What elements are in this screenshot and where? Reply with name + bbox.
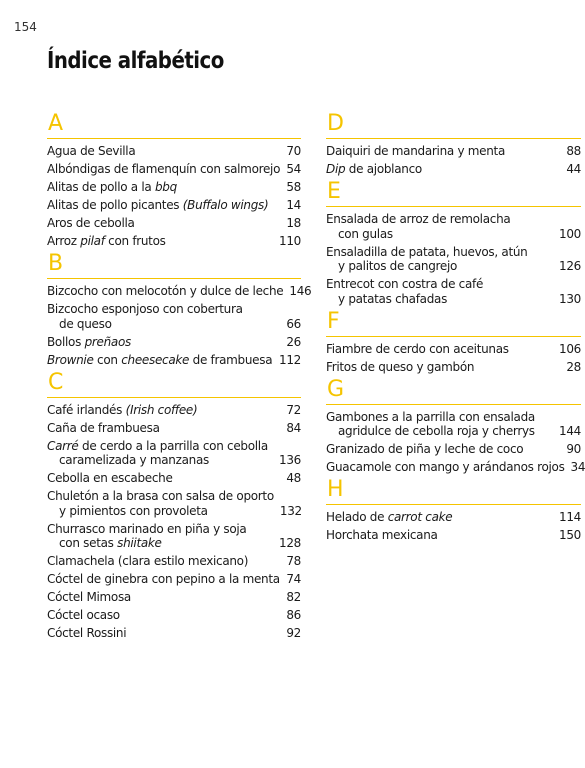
entry-title-italic: Brownie xyxy=(47,352,94,367)
entry-title-text: Granizado de piña y leche de coco xyxy=(326,442,524,456)
section-letter: G xyxy=(327,376,345,402)
entry-page-number: 78 xyxy=(286,554,301,568)
entry-title xyxy=(326,410,553,439)
entry-title-italic: Carré xyxy=(47,438,79,453)
index-entry xyxy=(326,360,581,375)
entry-title xyxy=(47,608,280,623)
entry-title-text: de queso xyxy=(59,316,112,331)
index-entry xyxy=(47,353,301,368)
entry-title-text: Entrecot con costra de café xyxy=(326,277,484,291)
entry-title-line xyxy=(47,590,280,605)
entry-title-line xyxy=(47,522,273,537)
entry-page-number: 14 xyxy=(286,198,301,212)
entry-title-line xyxy=(326,442,560,457)
entry-title-line xyxy=(47,536,273,551)
index-section-c xyxy=(47,371,301,641)
entry-title xyxy=(47,489,274,518)
entry-title-line xyxy=(326,277,553,292)
entry-title-text: Ensalada de arroz de remolacha xyxy=(326,212,511,226)
entry-title xyxy=(326,162,560,177)
index-entry xyxy=(326,212,581,241)
entry-title xyxy=(47,284,283,299)
entry-title-text: Cóctel Rossini xyxy=(47,626,127,640)
entry-title xyxy=(326,144,560,159)
entry-title-text: Bizcocho esponjoso con cobertura xyxy=(47,302,243,316)
entry-title-italic: cheesecake xyxy=(121,352,190,367)
index-entry xyxy=(47,471,301,486)
index-entry xyxy=(47,284,312,299)
entry-title-line xyxy=(47,335,280,350)
index-entry xyxy=(47,421,301,436)
entry-title-line xyxy=(47,453,273,468)
entry-title-text: Arroz xyxy=(47,234,81,248)
entry-title-text: Cóctel Mimosa xyxy=(47,590,131,604)
entry-title-line xyxy=(326,460,565,475)
entry-title-italic: carrot cake xyxy=(387,510,453,524)
entry-title-italic: (Irish coffee) xyxy=(125,402,198,417)
section-letter: H xyxy=(327,477,344,502)
entry-page-number: 136 xyxy=(278,453,301,467)
section-divider xyxy=(326,206,581,207)
entry-title xyxy=(326,277,553,306)
entry-page-number: 72 xyxy=(286,402,301,417)
entry-title-line xyxy=(326,162,560,177)
section-letter: C xyxy=(48,369,64,395)
entry-title-text: Clamachela (clara estilo mexicano) xyxy=(47,554,249,568)
entry-page-number: 28 xyxy=(566,359,581,374)
entry-page-number: 34 xyxy=(570,460,585,474)
entry-title xyxy=(326,442,560,457)
entry-page-number: 128 xyxy=(278,536,301,550)
entry-page-number: 100 xyxy=(558,226,581,241)
index-section-f xyxy=(326,310,581,375)
index-entry xyxy=(326,144,581,159)
entry-title-line xyxy=(47,317,280,332)
entry-title xyxy=(47,522,273,551)
entry-title-italic: (Buffalo wings) xyxy=(182,198,269,212)
index-entry xyxy=(47,403,301,418)
entry-title xyxy=(326,460,565,475)
section-divider xyxy=(326,138,581,139)
entry-title-italic: shiitake xyxy=(117,536,162,550)
entry-title-text: Caña de frambuesa xyxy=(47,420,160,435)
entry-title-text: Fritos de queso y gambón xyxy=(326,359,475,374)
entry-title-line xyxy=(47,403,280,418)
index-entry xyxy=(326,442,581,457)
index-entry xyxy=(326,245,581,274)
section-letter: A xyxy=(48,111,64,136)
entry-page-number: 92 xyxy=(286,626,301,640)
index-entry xyxy=(47,590,301,605)
index-entries xyxy=(47,111,312,641)
entry-title xyxy=(326,510,553,525)
entry-title xyxy=(326,528,553,543)
entry-title-text: con setas xyxy=(59,536,118,550)
entry-title-text: Ensaladilla de patata, huevos, atún xyxy=(326,244,528,259)
entry-title-text: Guacamole con mango y arándanos rojos xyxy=(326,460,565,474)
entry-title xyxy=(47,554,280,569)
entry-title-text: Cóctel ocaso xyxy=(47,608,120,622)
entry-title xyxy=(47,421,280,436)
entry-title-text: Gambones a la parrilla con ensalada xyxy=(326,409,535,424)
entry-title-line xyxy=(47,162,280,177)
entry-title-text: con frutos xyxy=(104,234,166,248)
entry-title xyxy=(47,403,280,418)
entry-title-text: Café irlandés xyxy=(47,402,126,417)
entry-title-line xyxy=(47,439,273,454)
index-entry xyxy=(47,572,301,587)
entry-title-italic: Dip xyxy=(326,162,346,176)
index-entry xyxy=(47,198,301,213)
entry-title-text: y patatas chafadas xyxy=(338,291,448,306)
entry-title xyxy=(47,162,280,177)
entry-page-number: 90 xyxy=(566,442,581,456)
entry-title xyxy=(47,144,280,159)
entry-title xyxy=(47,572,280,587)
index-section-b xyxy=(47,251,312,367)
entry-title-text: con xyxy=(93,352,122,367)
entry-title xyxy=(47,198,280,213)
entry-title-line xyxy=(47,180,280,195)
entry-page-number: 146 xyxy=(289,284,312,298)
index-column-right xyxy=(326,111,585,546)
entry-title-line xyxy=(47,302,280,317)
section-letter: D xyxy=(327,111,344,136)
entry-page-number: 144 xyxy=(558,424,581,438)
entry-page-number: 150 xyxy=(558,528,581,542)
entry-title-line xyxy=(47,572,280,587)
entry-page-number: 130 xyxy=(558,291,581,306)
section-divider xyxy=(326,336,581,337)
entry-title-text: Bizcocho con melocotón y dulce de leche xyxy=(47,284,284,298)
entry-title-line xyxy=(326,424,553,439)
entry-page-number: 18 xyxy=(286,216,301,230)
entry-title xyxy=(47,335,280,350)
index-entry xyxy=(47,489,301,518)
entry-title xyxy=(326,342,553,357)
entry-title-line xyxy=(47,216,280,231)
section-divider xyxy=(326,404,581,405)
entry-page-number: 110 xyxy=(278,234,301,248)
entry-title-line xyxy=(47,234,273,249)
entry-title-text: Alitas de pollo a la xyxy=(47,180,155,194)
entry-title-line xyxy=(47,144,280,159)
entry-page-number: 54 xyxy=(286,162,301,176)
entry-page-number: 84 xyxy=(286,420,301,435)
entry-title-italic: preñaos xyxy=(84,334,131,349)
entry-page-number: 114 xyxy=(558,510,581,524)
entry-title-line xyxy=(47,554,280,569)
entry-title-text: Daiquiri de mandarina y menta xyxy=(326,144,505,158)
entry-title-line xyxy=(47,489,274,504)
entry-title-line xyxy=(47,471,280,486)
entry-page-number: 112 xyxy=(278,352,301,367)
entry-title-line xyxy=(47,504,274,519)
entry-page-number: 66 xyxy=(286,316,301,331)
entry-title-text: Chuletón a la brasa con salsa de oporto xyxy=(47,489,274,503)
entry-title-line xyxy=(47,421,280,436)
index-entry xyxy=(47,180,301,195)
page-title: Índice alfabético xyxy=(47,48,224,74)
index-entry xyxy=(326,277,581,306)
index-entry xyxy=(326,162,581,177)
entry-title-line xyxy=(47,608,280,623)
index-entry xyxy=(326,510,581,525)
index-entry xyxy=(326,528,581,543)
index-section-g xyxy=(326,376,585,475)
entry-title xyxy=(326,360,560,375)
index-section-a xyxy=(47,112,301,249)
entry-title-text: Albóndigas de flamenquín con salmorejo xyxy=(47,162,281,176)
index-entry xyxy=(47,608,301,623)
entry-title xyxy=(47,471,280,486)
entry-title-text: Alitas de pollo picantes xyxy=(47,198,183,212)
index-section-d xyxy=(326,112,581,177)
entry-title-line xyxy=(47,284,283,299)
entry-title-line xyxy=(47,626,280,641)
index-entry xyxy=(47,522,301,551)
entry-title-text: de cerdo a la parrilla con cebolla xyxy=(78,438,268,453)
entry-title-text: y pimientos con provoleta xyxy=(59,503,208,518)
entry-title xyxy=(326,212,553,241)
entry-title-line xyxy=(326,245,553,260)
index-entry xyxy=(47,144,301,159)
entry-page-number: 88 xyxy=(566,144,581,158)
entry-title-text: agridulce de cebolla roja y cherrys xyxy=(338,424,535,438)
entry-title-line xyxy=(326,360,560,375)
entry-page-number: 132 xyxy=(279,503,302,518)
entry-title xyxy=(47,234,273,249)
entry-title-line xyxy=(326,212,553,227)
entry-title-line xyxy=(47,353,273,368)
entry-title-text: Cebolla en escabeche xyxy=(47,471,173,485)
entry-title-line xyxy=(326,144,560,159)
section-letter: F xyxy=(327,308,340,334)
entry-title xyxy=(47,302,280,331)
entry-title xyxy=(47,626,280,641)
entry-title-line xyxy=(326,292,553,307)
entry-page-number: 82 xyxy=(286,590,301,604)
index-entry xyxy=(326,410,581,439)
entry-page-number: 58 xyxy=(286,180,301,194)
entry-title-line xyxy=(326,410,553,425)
entry-page-number: 106 xyxy=(558,341,581,356)
entry-title-text: Agua de Sevilla xyxy=(47,144,136,158)
entry-page-number: 74 xyxy=(286,572,301,586)
index-entry xyxy=(47,216,301,231)
index-entry xyxy=(47,626,301,641)
entry-title-text: y palitos de cangrejo xyxy=(338,259,458,273)
entry-title xyxy=(47,216,280,231)
entry-title-text: Churrasco marinado en piña y soja xyxy=(47,521,247,536)
section-letter: B xyxy=(48,251,64,276)
index-entry xyxy=(326,460,585,475)
entry-title-line xyxy=(326,259,553,274)
entry-title-text: Helado de xyxy=(326,510,388,524)
entry-title-line xyxy=(326,342,553,357)
index-section-e xyxy=(326,180,581,306)
entry-title-text: Aros de cebolla xyxy=(47,216,135,230)
entry-page-number: 86 xyxy=(286,608,301,622)
entry-title-italic: bbq xyxy=(154,180,177,194)
entry-title-text: de ajoblanco xyxy=(345,162,422,176)
entry-title-line xyxy=(326,528,553,543)
section-divider xyxy=(47,138,301,139)
entry-title-text: Fiambre de cerdo con aceitunas xyxy=(326,341,509,356)
entry-title xyxy=(47,353,273,368)
section-divider xyxy=(326,504,581,505)
entry-title-text: Cóctel de ginebra con pepino a la menta xyxy=(47,572,280,586)
index-entry xyxy=(47,439,301,468)
entry-title xyxy=(47,180,280,195)
entry-title-text: Bollos xyxy=(47,334,85,349)
index-entry xyxy=(47,302,301,331)
section-letter: E xyxy=(327,179,341,204)
entry-title-text: con gulas xyxy=(338,226,393,241)
entry-page-number: 26 xyxy=(286,334,301,349)
index-column-left xyxy=(47,111,312,644)
page-number: 154 xyxy=(14,20,37,34)
entry-page-number: 70 xyxy=(286,144,301,158)
section-divider xyxy=(47,397,301,398)
index-entry xyxy=(47,162,301,177)
entry-title-line xyxy=(326,510,553,525)
section-divider xyxy=(47,278,301,279)
entry-page-number: 44 xyxy=(566,162,581,176)
entry-title-italic: pilaf xyxy=(80,234,105,248)
entry-title-text: de frambuesa xyxy=(189,352,273,367)
entry-title xyxy=(47,590,280,605)
index-section-h xyxy=(326,478,581,543)
index-entries xyxy=(326,111,585,543)
index-entry xyxy=(47,234,301,249)
entry-title-line xyxy=(47,198,280,213)
entry-page-number: 126 xyxy=(558,259,581,273)
entry-title xyxy=(47,439,273,468)
entry-title-line xyxy=(326,227,553,242)
index-entry xyxy=(47,554,301,569)
entry-page-number: 48 xyxy=(286,471,301,485)
entry-title-text: caramelizada y manzanas xyxy=(59,453,209,467)
entry-title-text: Horchata mexicana xyxy=(326,528,438,542)
entry-title xyxy=(326,245,553,274)
index-entry xyxy=(326,342,581,357)
index-entry xyxy=(47,335,301,350)
